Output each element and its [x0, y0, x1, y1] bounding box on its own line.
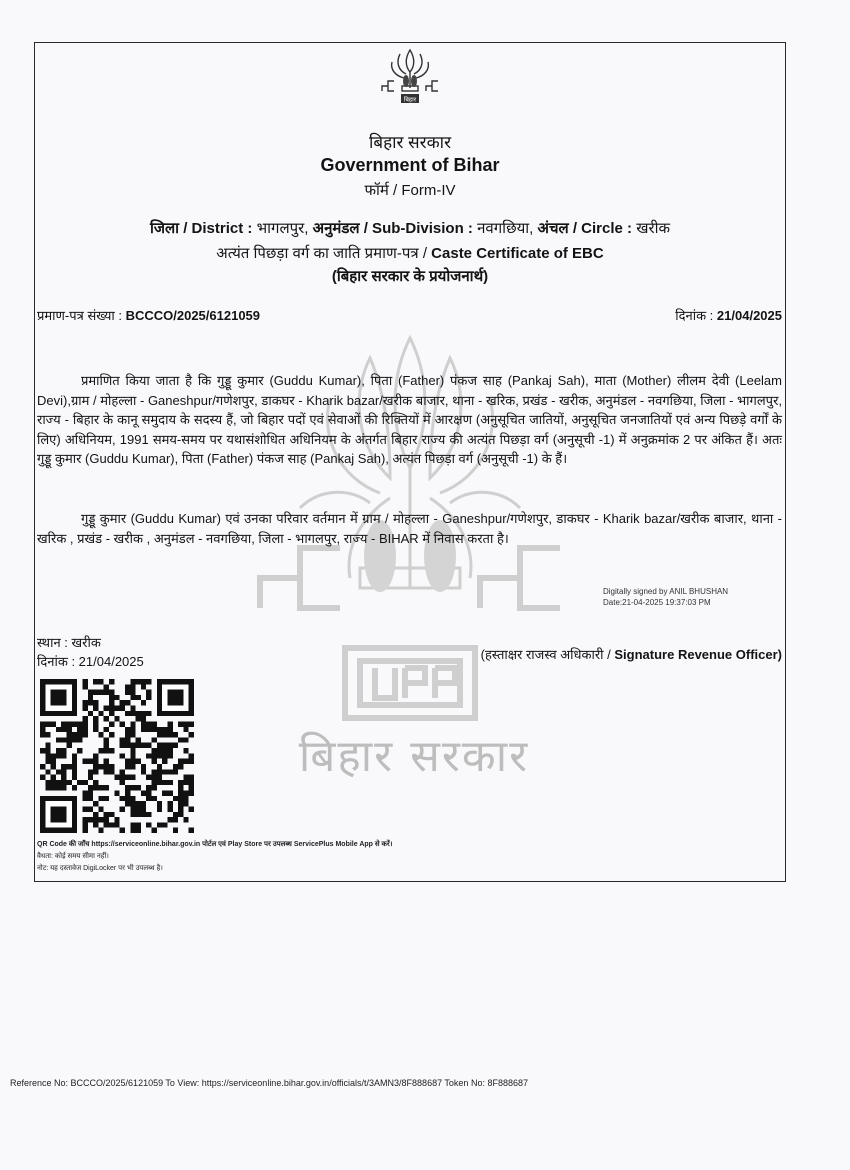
circle-label: अंचल / Circle :	[537, 220, 633, 237]
certificate-date	[675, 306, 782, 324]
place-line: स्थान : खरीक	[37, 635, 101, 650]
district-line	[40, 218, 780, 238]
certificate-number	[37, 306, 260, 324]
district-label: जिला / District :	[149, 220, 253, 237]
bihar-emblem-icon	[378, 48, 442, 108]
digital-signature-name: Digitally signed by ANIL BHUSHAN	[603, 587, 729, 596]
signature-english: Signature Revenue Officer)	[614, 647, 782, 662]
reference-footer: Reference No: BCCCO/2025/6121059 To View: https://serviceonline.bihar.gov.in/officials/t/3AMN3/8F888687 Token No: 8F888687	[10, 1078, 528, 1088]
signature-label	[481, 645, 782, 663]
notes-block	[37, 839, 392, 875]
emblem-caption: बिहार	[403, 96, 417, 104]
certificate-date-label: दिनांक :	[675, 308, 714, 323]
district-value: भागलपुर,	[252, 220, 313, 237]
signature-hindi: (हस्ताक्षर राजस्व अधिकारी /	[480, 647, 615, 662]
form-label: फॉर्म / Form-IV	[364, 182, 456, 199]
purpose-line: (बिहार सरकार के प्रयोजनार्थ)	[331, 268, 489, 285]
issue-date-line: दिनांक : 21/04/2025	[37, 654, 144, 669]
place-date-block	[37, 633, 144, 671]
validity-note: वैधता: कोई समय सीमा नहीं।	[37, 853, 109, 860]
subdivision-value: नवगछिया,	[472, 220, 538, 237]
digital-signature-block	[603, 586, 728, 608]
certificate-number-label: प्रमाण-पत्र संख्या :	[37, 308, 122, 323]
certificate-title	[40, 243, 780, 263]
certificate-date-value: 21/04/2025	[716, 308, 782, 323]
gov-hindi-heading: बिहार सरकार	[368, 133, 452, 152]
qr-code-icon	[40, 679, 194, 833]
residence-paragraph: गुड्डू कुमार (Guddu Kumar) एवं उनका परिवार वर्तमान में ग्राम / मोहल्ला - Ganeshpur/गणेशपुर, डाकघर - Kharik bazar/खरीक बाजार, थाना - खरिक , प्रखंड - खरीक , अनुमंडल - नवगछिया, जिला - भागलपुर, राज्य - BIHAR में निवास करता है।	[37, 511, 782, 546]
digital-signature-date: Date:21-04-2025 19:37:03 PM	[603, 598, 711, 607]
circle-value: खरीक	[632, 220, 671, 237]
qr-verification-note: QR Code की जाँच https://serviceonline.bihar.gov.in पोर्टल एवं Play Store पर उपलब्ध ServicePlus Mobile App से करें।	[37, 841, 393, 848]
certification-paragraph: प्रमाणित किया जाता है कि गुड्डू कुमार (Guddu Kumar), पिता (Father) पंकज साह (Pankaj Sah), माता (Mother) लीलम देवी (Leelam Devi),ग्राम / मोहल्ला - Ganeshpur/गणेशपुर, डाकघर - Kharik bazar/खरीक बाजार, थाना - खरिक, प्रखंड - खरीक, अनुमंडल - नवगछिया, जिला - भागलपुर, राज्य - बिहार के कानू समुदाय के सदस्य हैं, जो बिहार पदों एवं सेवाओं की रिक्तियों में आरक्षण (अनुसूचित जातियों, अनुसूचित जनजातियों एवं अन्य पिछड़े वर्गों के लिए) अधिनियम, 1991 समय-समय पर यथासंशोधित अधिनियम के अंतर्गत बिहार राज्य की अत्यंत पिछड़ा वर्ग (अनुसूची -1) में अनुक्रमांक 2 पर अंकित हैं। अतः गुड्डू कुमार (Guddu Kumar), पिता (Father) पंकज साह (Pankaj Sah), अत्यंत पिछड़ा वर्ग (अनुसूची -1) के हैं।	[37, 373, 782, 466]
subdivision-label: अनुमंडल / Sub-Division :	[312, 220, 473, 237]
watermark-text: बिहार सरकार	[298, 731, 530, 782]
digilocker-note: नोट: यह दस्तावेज DigiLocker पर भी उपलब्ध है।	[37, 865, 163, 872]
certificate-number-value: BCCCO/2025/6121059	[125, 308, 261, 323]
title-english: Caste Certificate of EBC	[431, 245, 604, 262]
title-hindi: अत्यंत पिछड़ा वर्ग का जाति प्रमाण-पत्र /	[216, 245, 432, 262]
gov-english-heading: Government of Bihar	[320, 155, 500, 175]
